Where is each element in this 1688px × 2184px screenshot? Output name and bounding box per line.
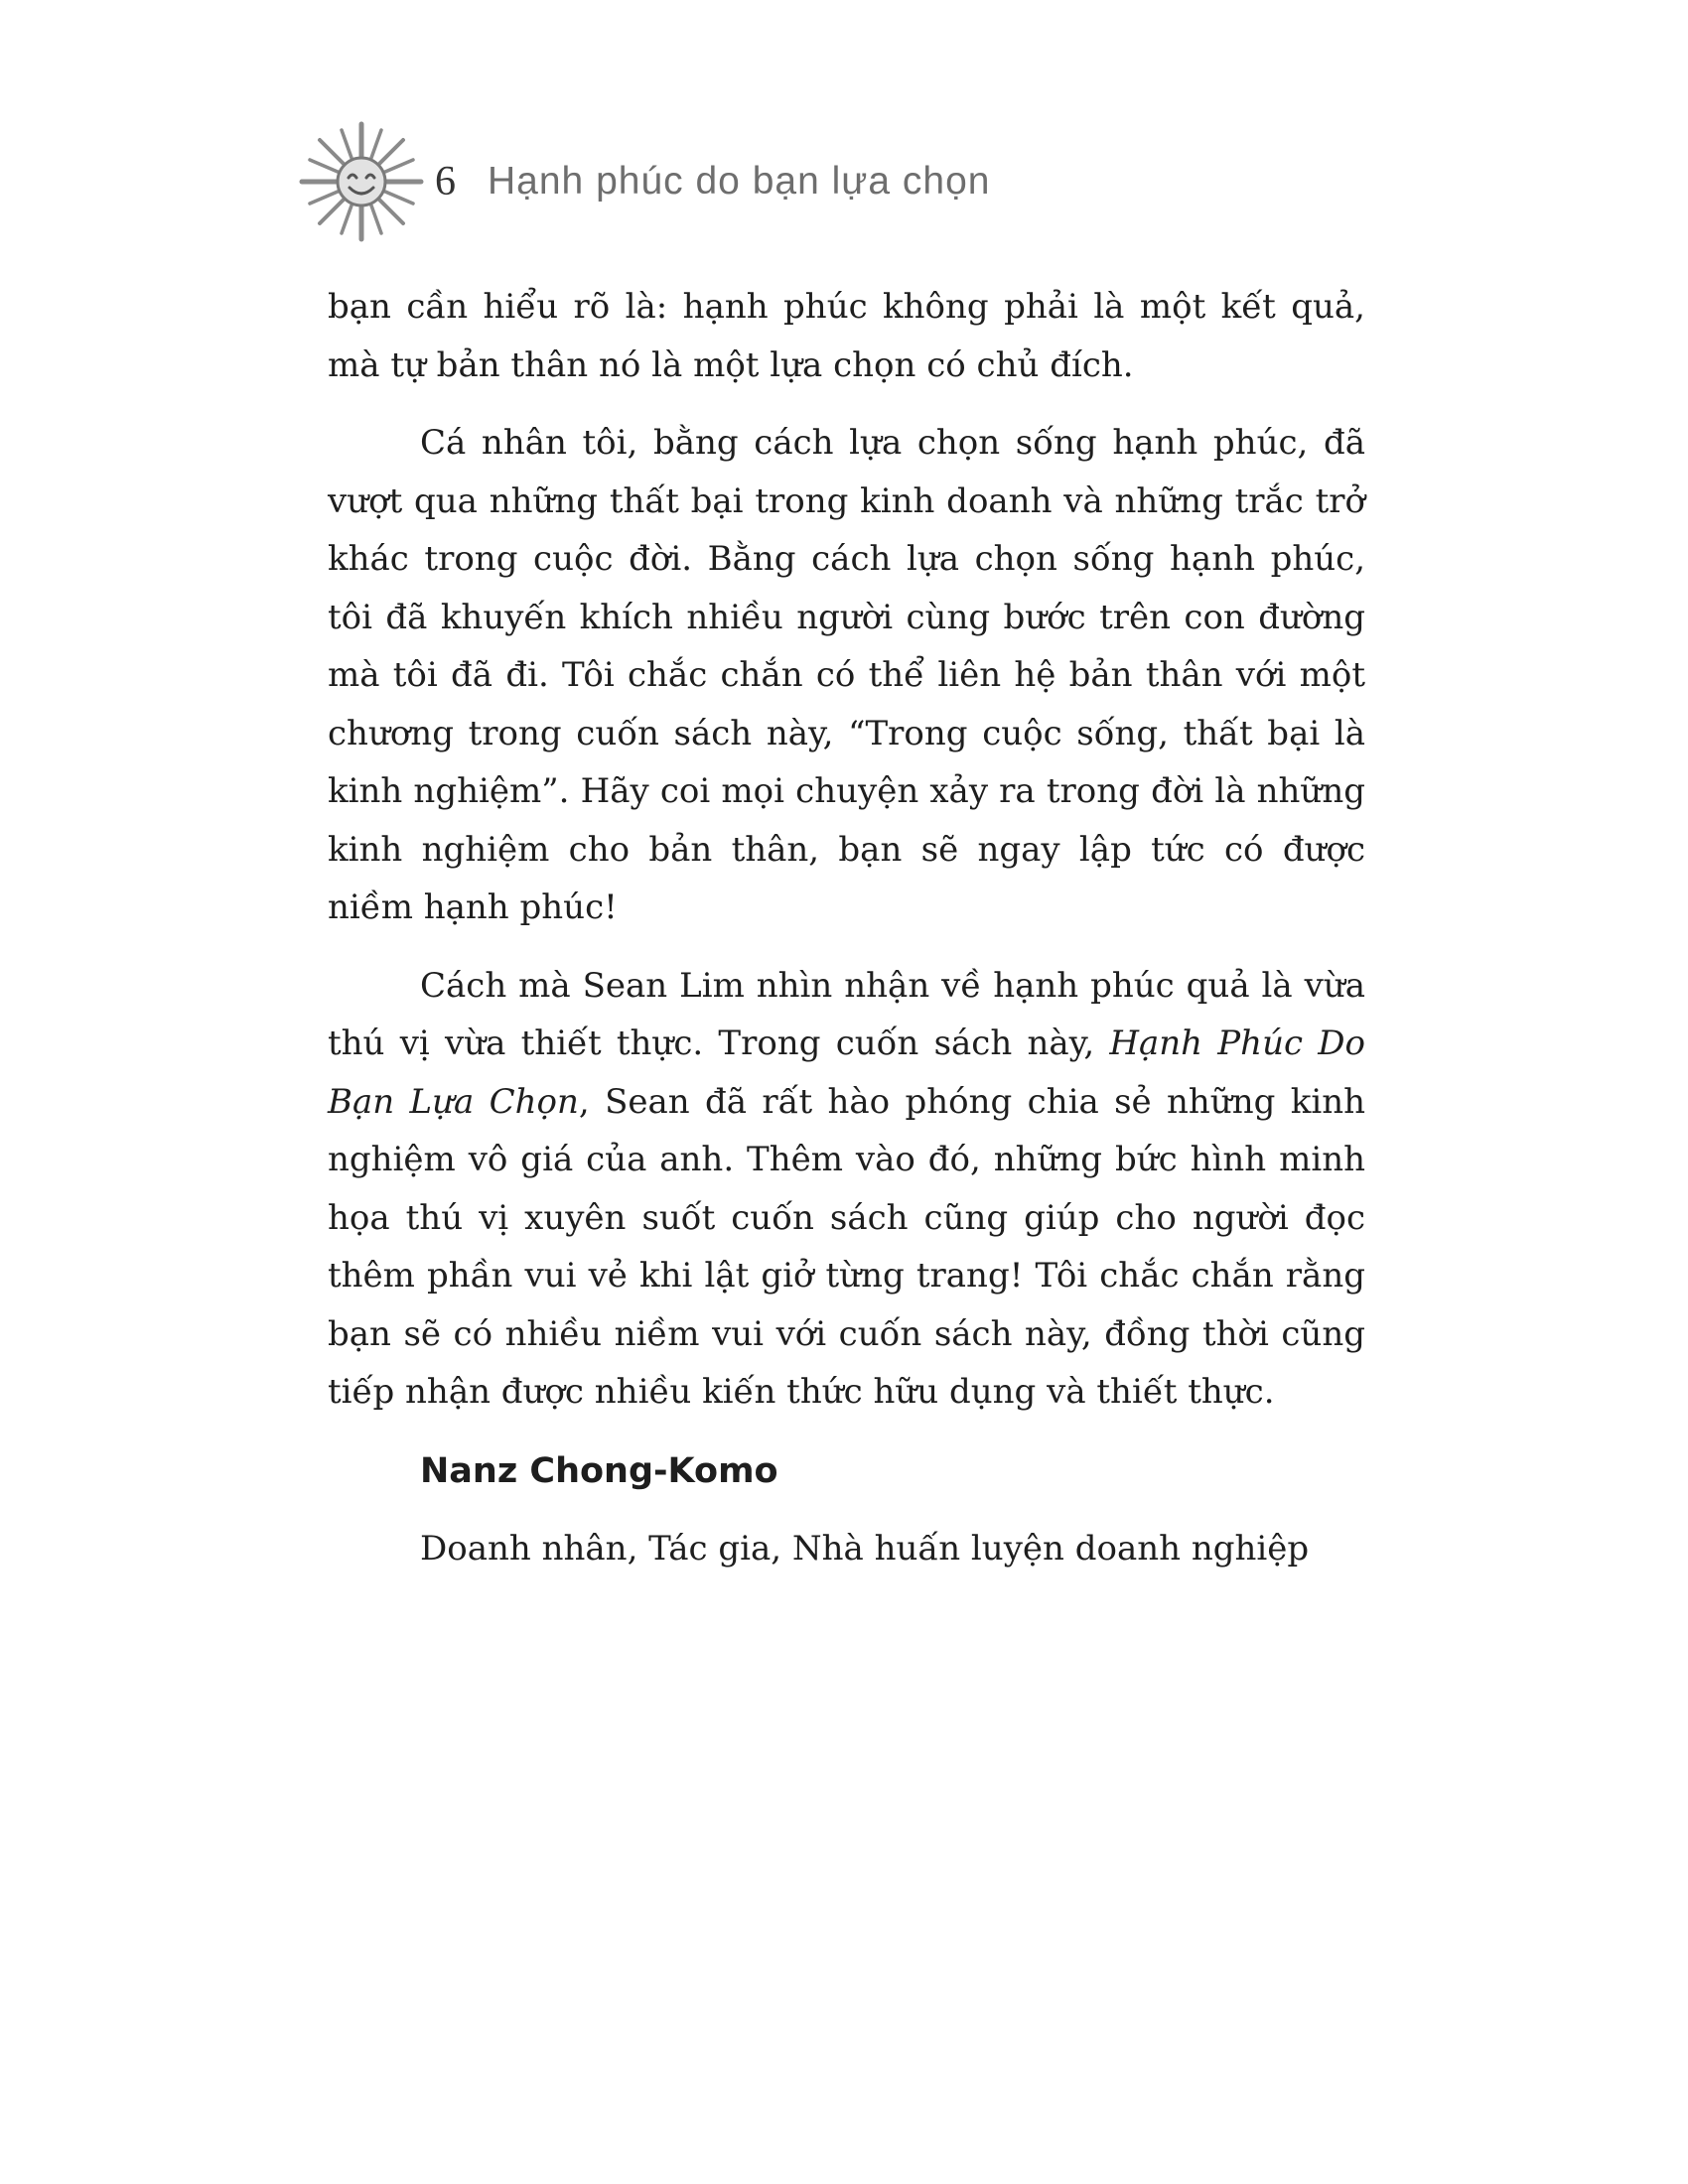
- book-title: Hạnh Phúc Do Bạn Lựa Chọn: [328, 1024, 1365, 1122]
- body-text: [328, 278, 1365, 1578]
- signature-name: Nanz Chong-Komo: [420, 1450, 778, 1491]
- smiling-sun-icon: [296, 116, 427, 247]
- running-title: Hạnh phúc do bạn lựa chọn: [488, 160, 991, 203]
- paragraph-3: [328, 957, 1365, 1422]
- page-header: [296, 117, 990, 246]
- paragraph-3-text-start: Cách mà Sean Lim nhìn nhận về hạnh phúc quả là vừa thú vị vừa thiết thực. Trong cuốn sách này,: [328, 965, 1365, 1063]
- paragraph-2: Cá nhân tôi, bằng cách lựa chọn sống hạnh phúc, đã vượt qua những thất bại trong kinh doanh và những trắc trở khác trong cuộc đời. Bằng cách lựa chọn sống hạnh phúc, tôi đã khuyến khích nhiều người cùng bước trên con đường mà tôi đã đi. Tôi chắc chắn có thể liên hệ bản thân với một chương trong cuốn sách này, “Trong cuộc sống, thất bại là kinh nghiệm”. Hãy coi mọi chuyện xảy ra trong đời là những kinh nghiệm cho bản thân, bạn sẽ ngay lập tức có được niềm hạnh phúc!: [328, 423, 1365, 927]
- signature-role: Doanh nhân, Tác gia, Nhà huấn luyện doanh nghiệp: [420, 1528, 1310, 1569]
- page-number: 6: [435, 159, 456, 205]
- paragraph-1: bạn cần hiểu rõ là: hạnh phúc không phải là một kết quả, mà tự bản thân nó là một lựa chọn có chủ đích.: [328, 287, 1365, 385]
- paragraph-3-text-end: , Sean đã rất hào phóng chia sẻ những kinh nghiệm vô giá của anh. Thêm vào đó, những bức hình minh họa thú vị xuyên suốt cuốn sách cũng giúp cho người đọc thêm phần vui vẻ khi lật giở từng trang! Tôi chắc chắn rằng bạn sẽ có nhiều niềm vui với cuốn sách này, đồng thời cũng tiếp nhận được nhiều kiến thức hữu dụng và thiết thực.: [328, 1081, 1366, 1412]
